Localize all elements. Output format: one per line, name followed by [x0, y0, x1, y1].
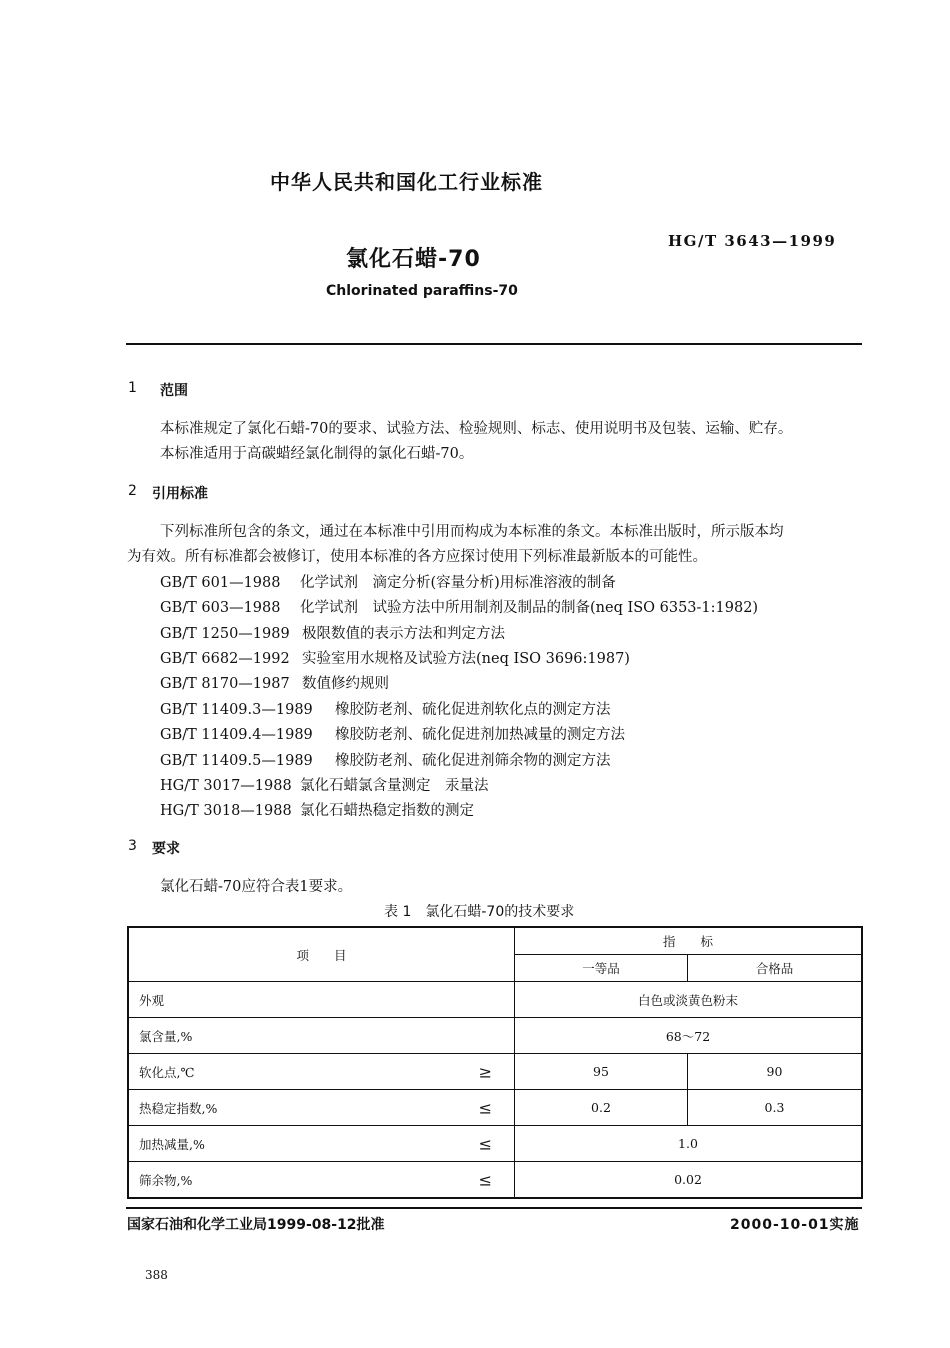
reference-item: [160, 647, 630, 668]
header-grade-2: 合格品: [688, 955, 863, 982]
bottom-rule: [126, 1207, 862, 1209]
reference-title: 橡胶防老剂、硫化促进剂加热减量的测定方法: [335, 727, 625, 743]
reference-item: [160, 774, 489, 795]
section-2-para-1: 下列标准所包含的条文，通过在本标准中引用而构成为本标准的条文。本标准出版时，所示版本均: [160, 524, 784, 540]
title-chinese: 氯化石蜡-70: [346, 247, 481, 272]
reference-title: 橡胶防老剂、硫化促进剂筛余物的测定方法: [335, 753, 611, 769]
reference-code: GB/T 11409.4—1989: [160, 727, 313, 743]
row-value-grade-1: 0.2: [515, 1090, 688, 1126]
title-english: Chlorinated paraffins-70: [326, 283, 518, 299]
reference-code: HG/T 3018—1988: [160, 803, 292, 819]
table-caption: 表 1 氯化石蜡-70的技术要求: [384, 904, 575, 920]
reference-item: [160, 672, 389, 693]
reference-title: 氯化石蜡氯含量测定 汞量法: [300, 778, 489, 794]
implementation-date: 2000-10-01实施: [730, 1217, 860, 1233]
reference-title: 数值修约规则: [302, 676, 389, 692]
reference-code: GB/T 11409.3—1989: [160, 702, 313, 718]
section-2-number: 2: [128, 483, 137, 499]
reference-code: GB/T 6682—1992: [160, 651, 290, 667]
requirements-table: [127, 926, 863, 1199]
row-value-grade-1: 95: [515, 1054, 688, 1090]
reference-item: [160, 596, 758, 617]
section-3-title: 要求: [152, 841, 180, 857]
reference-item: [160, 749, 611, 770]
row-item: 外观: [128, 982, 515, 1018]
reference-code: GB/T 601—1988: [160, 575, 281, 591]
row-item: 加热减量,% ≤: [128, 1126, 515, 1162]
row-item: 热稳定指数,% ≤: [128, 1090, 515, 1126]
row-item: 筛余物,% ≤: [128, 1162, 515, 1199]
table-header-row: [128, 927, 862, 955]
row-value-grade-2: 90: [688, 1054, 863, 1090]
row-item: 软化点,℃ ≥: [128, 1054, 515, 1090]
row-item: 氯含量,%: [128, 1018, 515, 1054]
reference-item: [160, 799, 474, 820]
table-row: [128, 1054, 862, 1090]
page-number: 388: [145, 1268, 168, 1282]
top-rule: [126, 343, 862, 345]
standard-organization: 中华人民共和国化工行业标准: [270, 170, 543, 194]
reference-title: 实验室用水规格及试验方法(neq ISO 3696:1987): [302, 651, 630, 667]
row-operator: ≥: [478, 1062, 492, 1081]
header-item: 项 目: [128, 927, 515, 982]
reference-title: 氯化石蜡热稳定指数的测定: [300, 803, 474, 819]
section-2-para-2: 为有效。所有标准都会被修订，使用本标准的各方应探讨使用下列标准最新版本的可能性。: [127, 549, 707, 565]
row-value: 68～72: [515, 1018, 863, 1054]
section-1-title: 范围: [160, 383, 188, 399]
reference-title: 化学试剂 滴定分析(容量分析)用标准溶液的制备: [300, 575, 616, 591]
reference-code: GB/T 8170—1987: [160, 676, 290, 692]
row-operator: ≤: [478, 1170, 492, 1189]
section-3-number: 3: [128, 838, 137, 854]
reference-item: [160, 723, 625, 744]
reference-title: 极限数值的表示方法和判定方法: [302, 626, 505, 642]
header-grade-1: 一等品: [515, 955, 688, 982]
row-operator: ≤: [478, 1134, 492, 1153]
section-1-para-2: 本标准适用于高碳蜡经氯化制得的氯化石蜡-70。: [160, 446, 474, 462]
reference-code: GB/T 1250—1989: [160, 626, 290, 642]
reference-item: [160, 698, 611, 719]
reference-code: HG/T 3017—1988: [160, 778, 292, 794]
row-value: 0.02: [515, 1162, 863, 1199]
row-value: 白色或淡黄色粉末: [515, 982, 863, 1018]
table-row: [128, 1126, 862, 1162]
row-value: 1.0: [515, 1126, 863, 1162]
section-3-para-1: 氯化石蜡-70应符合表1要求。: [160, 879, 353, 895]
reference-item: [160, 622, 505, 643]
reference-title: 橡胶防老剂、硫化促进剂软化点的测定方法: [335, 702, 611, 718]
table-row: [128, 1018, 862, 1054]
section-1-para-1: 本标准规定了氯化石蜡-70的要求、试验方法、检验规则、标志、使用说明书及包装、运输、贮存。: [160, 421, 793, 437]
header-index: 指 标: [515, 927, 863, 955]
table-row: [128, 1090, 862, 1126]
row-value-grade-2: 0.3: [688, 1090, 863, 1126]
section-1-number: 1: [128, 380, 137, 396]
approval-line: 国家石油和化学工业局1999-08-12批准: [127, 1217, 385, 1233]
table-row: [128, 1162, 862, 1199]
standard-code: HG/T 3643—1999: [668, 232, 837, 250]
section-2-title: 引用标准: [152, 486, 208, 502]
reference-title: 化学试剂 试验方法中所用制剂及制品的制备(neq ISO 6353-1:1982): [300, 600, 759, 616]
row-operator: ≤: [478, 1098, 492, 1117]
reference-code: GB/T 603—1988: [160, 600, 281, 616]
table-row: [128, 982, 862, 1018]
reference-item: [160, 571, 616, 592]
reference-code: GB/T 11409.5—1989: [160, 753, 313, 769]
